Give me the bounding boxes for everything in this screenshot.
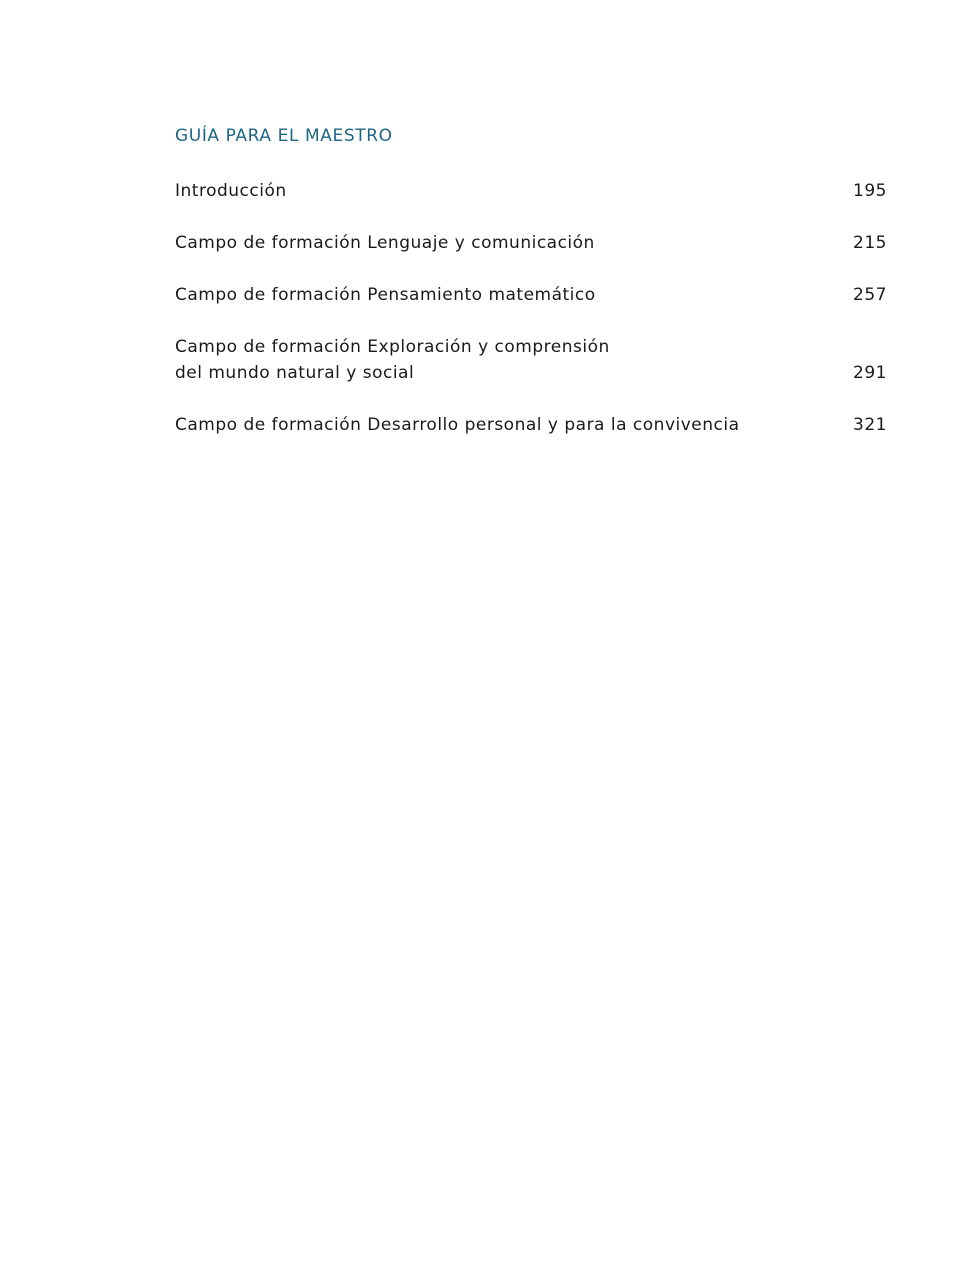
toc-entry-page-number: 215: [853, 233, 887, 253]
toc-entry-title: Campo de formación Pensamiento matemático: [175, 285, 596, 305]
toc-entry-page-number: 321: [853, 415, 887, 435]
toc-entry-page-number: 195: [853, 181, 887, 201]
toc-entry-pensamiento: [175, 282, 887, 308]
toc-entry-title: Campo de formación Lenguaje y comunicación: [175, 233, 595, 253]
toc-entry-exploracion: [175, 334, 887, 386]
toc-entry-lenguaje: [175, 230, 887, 256]
toc-entry-page-number: 257: [853, 285, 887, 305]
toc-entry-title: Campo de formación Desarrollo personal y para la convivencia: [175, 415, 740, 435]
toc-entry-title: Introducción: [175, 181, 287, 201]
toc-entry-desarrollo: [175, 412, 887, 438]
table-of-contents: [175, 178, 887, 464]
section-heading: GUÍA PARA EL MAESTRO: [175, 126, 393, 146]
toc-entry-introduccion: [175, 178, 887, 204]
toc-entry-title: Campo de formación Exploración y comprensión del mundo natural y social: [175, 337, 610, 383]
toc-entry-page-number: 291: [853, 363, 887, 383]
